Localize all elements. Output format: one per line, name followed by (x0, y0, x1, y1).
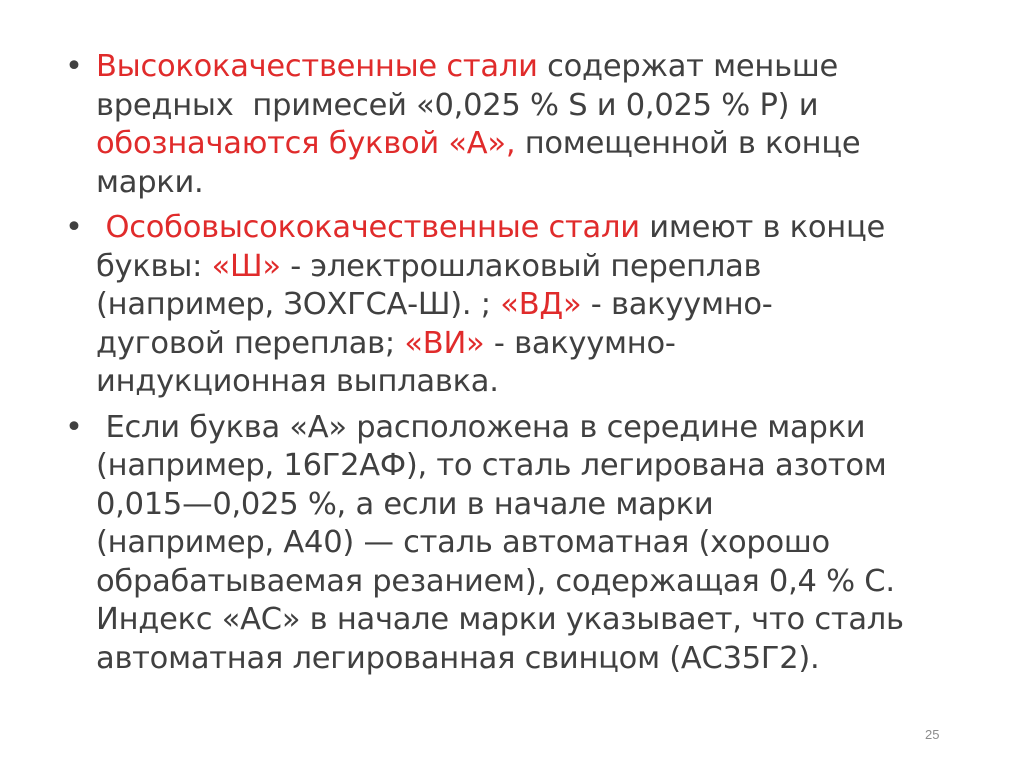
bullet-line (96, 563, 958, 602)
body-text: имеют в конце (639, 210, 885, 245)
bullet-line (96, 486, 958, 525)
highlighted-term: Особовысококачественные стали (105, 210, 640, 245)
body-text: индукционная выплавка. (96, 364, 499, 399)
bullet-list (58, 48, 958, 678)
highlighted-term: обозначаются буквой «А», (96, 126, 516, 161)
bullet-marker: • (65, 49, 83, 84)
body-text: вредных примесей «0,025 % S и 0,025 % Р) и (96, 87, 819, 123)
bullet-line (96, 409, 958, 448)
body-text: (например, А40) — сталь автоматная (хорошо (96, 525, 830, 560)
highlighted-term: «ВИ» (404, 325, 485, 361)
highlighted-term: Высококачественные стали (96, 49, 538, 84)
bullet-line (96, 601, 958, 640)
bullet-line (96, 640, 958, 679)
bullet-item (58, 409, 958, 679)
bullet-line (96, 164, 958, 203)
body-text: (например, 16Г2АФ), то сталь легирована азотом (96, 448, 887, 483)
body-text: - вакуумно- (484, 325, 676, 361)
bullet-line (96, 325, 958, 364)
bullet-item (58, 209, 958, 402)
highlighted-term: «ВД» (500, 287, 582, 322)
highlighted-term: «Ш» (211, 248, 281, 284)
body-text: марки. (96, 164, 204, 200)
bullet-line (96, 363, 958, 402)
body-text: дуговой переплав; (96, 325, 405, 361)
body-text: Если буква «А» расположена в середине марки (96, 409, 866, 445)
bullet-line (96, 48, 958, 87)
body-text: 0,015—0,025 %, а если в начале марки (96, 486, 714, 522)
body-text: - вакуумно- (581, 287, 773, 322)
body-text: - электрошлаковый переплав (280, 248, 762, 284)
bullet-marker: • (65, 210, 83, 245)
page-number: 25 (925, 727, 940, 742)
body-text: буквы: (96, 248, 212, 284)
body-text: автоматная легированная свинцом (АС35Г2). (96, 640, 820, 676)
body-text: помещенной в конце (515, 126, 861, 161)
bullet-marker: • (65, 409, 83, 445)
bullet-line (96, 209, 958, 248)
bullet-item (58, 48, 958, 202)
bullet-line (96, 524, 958, 563)
bullet-line (96, 87, 958, 126)
body-text: Индекс «АС» в начале марки указывает, что сталь (96, 602, 904, 637)
body-text: обрабатываемая резанием), содержащая 0,4 % С. (96, 563, 895, 599)
body-text: (например, ЗОХГСА-Ш). ; (96, 287, 501, 322)
bullet-line (96, 248, 958, 287)
body-text: содержат меньше (537, 49, 838, 84)
bullet-line (96, 286, 958, 325)
bullet-line (96, 447, 958, 486)
bullet-line (96, 125, 958, 164)
